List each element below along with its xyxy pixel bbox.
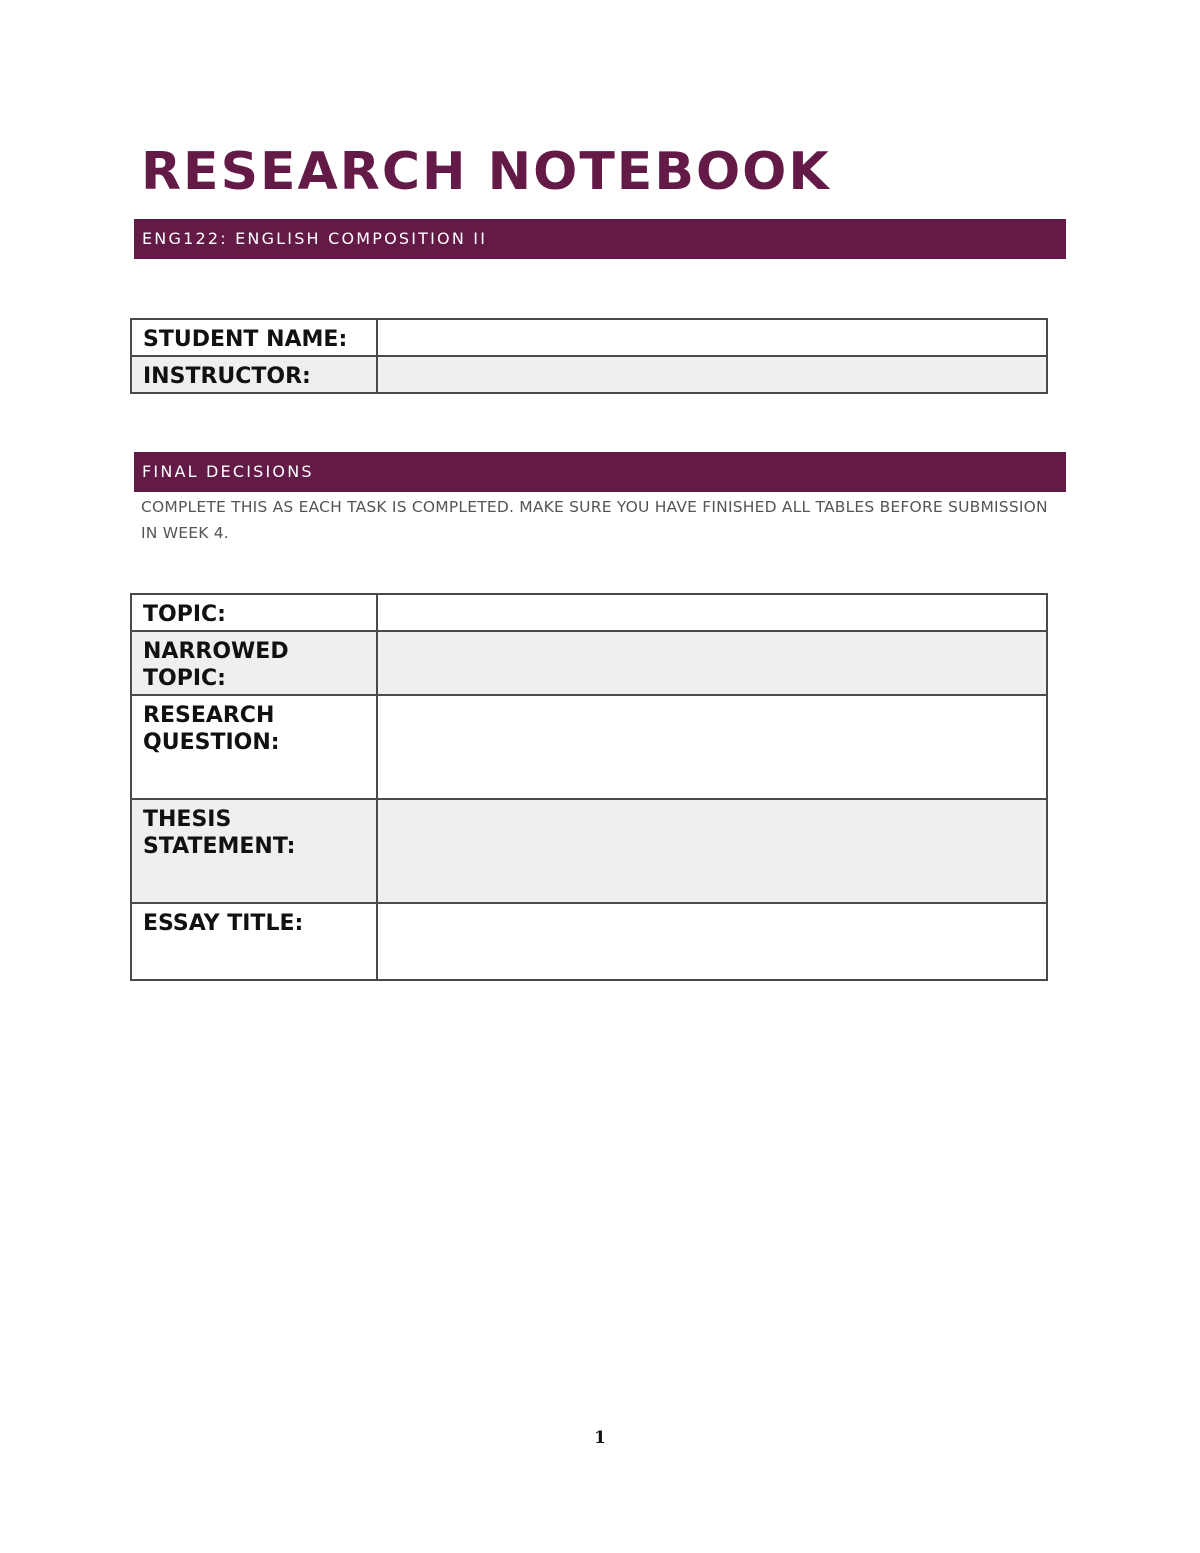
- instructor-label: INSTRUCTOR:: [131, 356, 377, 393]
- thesis-statement-field[interactable]: [377, 799, 1047, 903]
- table-row: [131, 695, 1047, 799]
- table-row: [131, 319, 1047, 356]
- topic-field[interactable]: [377, 594, 1047, 631]
- student-name-field[interactable]: [377, 319, 1047, 356]
- narrowed-topic-field[interactable]: [377, 631, 1047, 695]
- research-question-field[interactable]: [377, 695, 1047, 799]
- instructor-field[interactable]: [377, 356, 1047, 393]
- table-row: [131, 903, 1047, 980]
- document-title: RESEARCH NOTEBOOK: [141, 142, 831, 202]
- topic-label: TOPIC:: [131, 594, 377, 631]
- final-decisions-table: [130, 593, 1048, 981]
- essay-title-label: ESSAY TITLE:: [131, 903, 377, 980]
- table-row: [131, 631, 1047, 695]
- course-band: ENG122: ENGLISH COMPOSITION II: [134, 219, 1066, 259]
- thesis-statement-label: THESIS STATEMENT:: [131, 799, 377, 903]
- page-number: 1: [594, 1428, 606, 1448]
- final-decisions-band: FINAL DECISIONS: [134, 452, 1066, 492]
- student-info-table: [130, 318, 1048, 394]
- narrowed-topic-label: NARROWED TOPIC:: [131, 631, 377, 695]
- table-row: [131, 799, 1047, 903]
- instructions-text: COMPLETE THIS AS EACH TASK IS COMPLETED. MAKE SURE YOU HAVE FINISHED ALL TABLES BEFORE SUBMISSION IN WEEK 4.: [141, 498, 1048, 542]
- essay-title-field[interactable]: [377, 903, 1047, 980]
- research-question-label: RESEARCH QUESTION:: [131, 695, 377, 799]
- student-name-label: STUDENT NAME:: [131, 319, 377, 356]
- table-row: [131, 356, 1047, 393]
- table-row: [131, 594, 1047, 631]
